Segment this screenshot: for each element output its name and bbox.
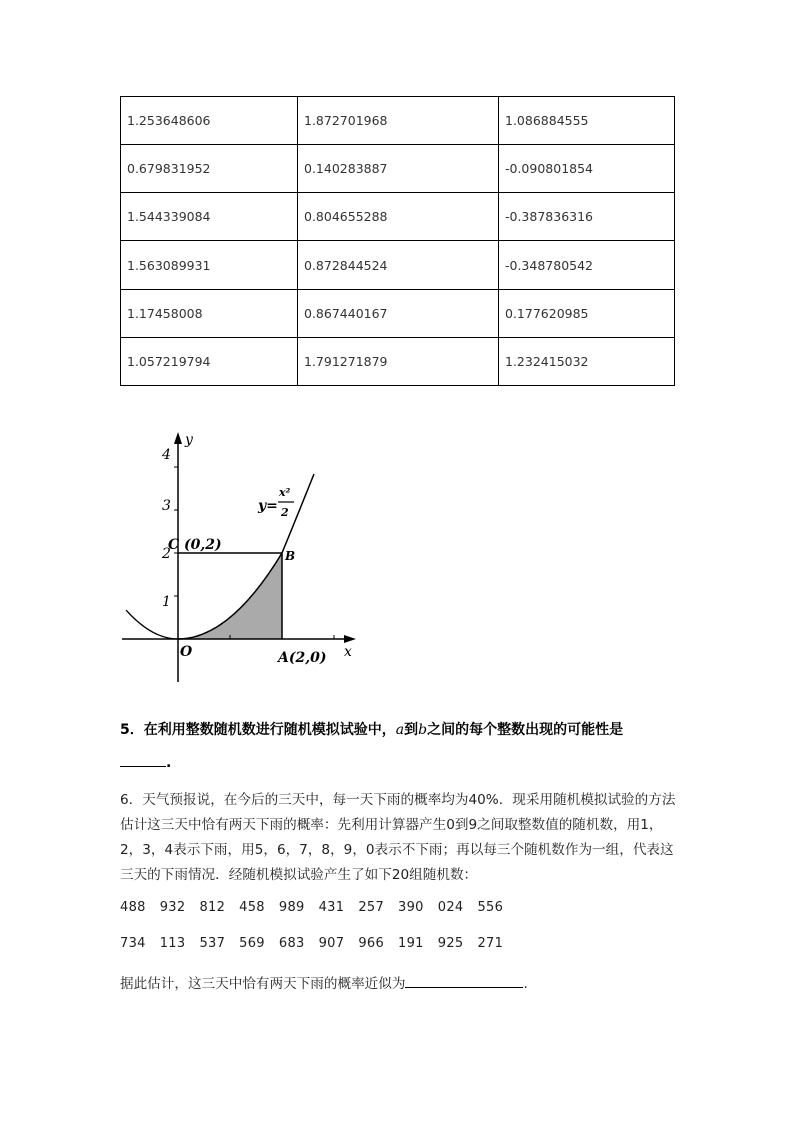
q5-end: . [166, 755, 172, 771]
random-number: 390 [398, 900, 424, 915]
table-cell: 1.057219794 [121, 337, 298, 385]
random-number: 734 [120, 936, 146, 951]
q5-prefix: 5．在利用整数随机数进行随机模拟试验中， [120, 722, 396, 738]
y-axis-arrow [174, 432, 182, 444]
random-number: 271 [477, 936, 504, 951]
parabola-left [126, 610, 178, 639]
random-number: 431 [318, 900, 345, 915]
y-tick-label: 1 [162, 594, 171, 610]
x-axis-arrow [344, 635, 356, 643]
q5-answer-blank [120, 752, 171, 771]
table-row [121, 337, 675, 385]
question-6: 6．天气预报说，在今后的三天中，每一天下雨的概率均为40%．现采用随机模拟试验的方法估计这三天中恰有两天下雨的概率：先利用计算器产生0到9之间取整数值的随机数，用1，2，3，4表示下雨，用5，6，7，8，9，0表示不下雨；再以每三个随机数作为一组，代表这三天的下雨情况．经随机模拟试验产生了如下20组随机数： [120, 792, 676, 883]
random-number: 537 [199, 936, 226, 951]
random-number: 257 [358, 900, 385, 915]
y-tick-label: 3 [162, 498, 171, 514]
table-cell: 0.867440167 [298, 289, 499, 337]
table-row [121, 241, 675, 289]
random-number: 569 [239, 936, 265, 951]
table-cell: -0.348780542 [499, 241, 675, 289]
curve-label-y: y= [258, 498, 278, 514]
point-c-label: C (0,2) [168, 537, 222, 553]
question-5 [120, 720, 680, 740]
y-tick-label: 2 [162, 546, 171, 562]
random-numbers-row-1 [120, 900, 517, 915]
random-number: 932 [159, 900, 186, 915]
table-cell: 1.544339084 [121, 193, 298, 241]
table-row [121, 289, 675, 337]
table-body [121, 97, 675, 386]
table-cell: 0.177620985 [499, 289, 675, 337]
curve-label-numerator: x² [279, 486, 291, 499]
answer-line[interactable] [120, 752, 166, 767]
random-number: 024 [437, 900, 464, 915]
shaded-region [178, 553, 282, 639]
random-number: 812 [199, 900, 226, 915]
table-row [121, 97, 675, 145]
table-cell: 0.872844524 [298, 241, 499, 289]
random-number: 191 [398, 936, 424, 951]
random-number: 683 [278, 936, 305, 951]
q5-mid: 到 [404, 722, 419, 738]
random-number-table [120, 96, 675, 386]
random-numbers-row-2 [120, 936, 517, 951]
parabola-figure [118, 428, 363, 690]
table-cell: 1.253648606 [121, 97, 298, 145]
y-axis-label: y [185, 432, 193, 448]
x-axis-label: x [344, 644, 352, 660]
table-cell: 1.232415032 [499, 337, 675, 385]
table-cell: -0.090801854 [499, 145, 675, 193]
table-cell: 0.140283887 [298, 145, 499, 193]
random-number: 925 [437, 936, 464, 951]
y-tick-label: 4 [162, 447, 171, 463]
table-row [121, 145, 675, 193]
q6-answer-end: . [523, 976, 528, 992]
table-cell: 0.679831952 [121, 145, 298, 193]
table-cell: 1.563089931 [121, 241, 298, 289]
point-b-label: B [285, 549, 296, 563]
point-a-label: A(2,0) [278, 650, 327, 666]
q5-var-b: b [418, 722, 428, 738]
random-number: 989 [278, 900, 305, 915]
q6-answer-line [120, 972, 528, 992]
q5-var-a: a [395, 722, 405, 738]
random-number: 907 [318, 936, 345, 951]
q6-answer-prefix: 据此估计，这三天中恰有两天下雨的概率近似为 [120, 976, 406, 992]
table-cell: 1.791271879 [298, 337, 499, 385]
origin-label: O [180, 644, 193, 660]
table-cell: 1.872701968 [298, 97, 499, 145]
random-number: 113 [159, 936, 186, 951]
random-number: 458 [239, 900, 265, 915]
table-row [121, 193, 675, 241]
answer-line[interactable] [405, 973, 523, 988]
table-cell: 0.804655288 [298, 193, 499, 241]
q5-suffix: 之间的每个整数出现的可能性是 [427, 722, 624, 738]
table-cell: 1.086884555 [499, 97, 675, 145]
random-number: 488 [120, 900, 146, 915]
table-cell: 1.17458008 [121, 289, 298, 337]
curve-label-denominator: 2 [281, 506, 289, 519]
random-number: 556 [477, 900, 504, 915]
random-number: 966 [358, 936, 385, 951]
table-cell: -0.387836316 [499, 193, 675, 241]
